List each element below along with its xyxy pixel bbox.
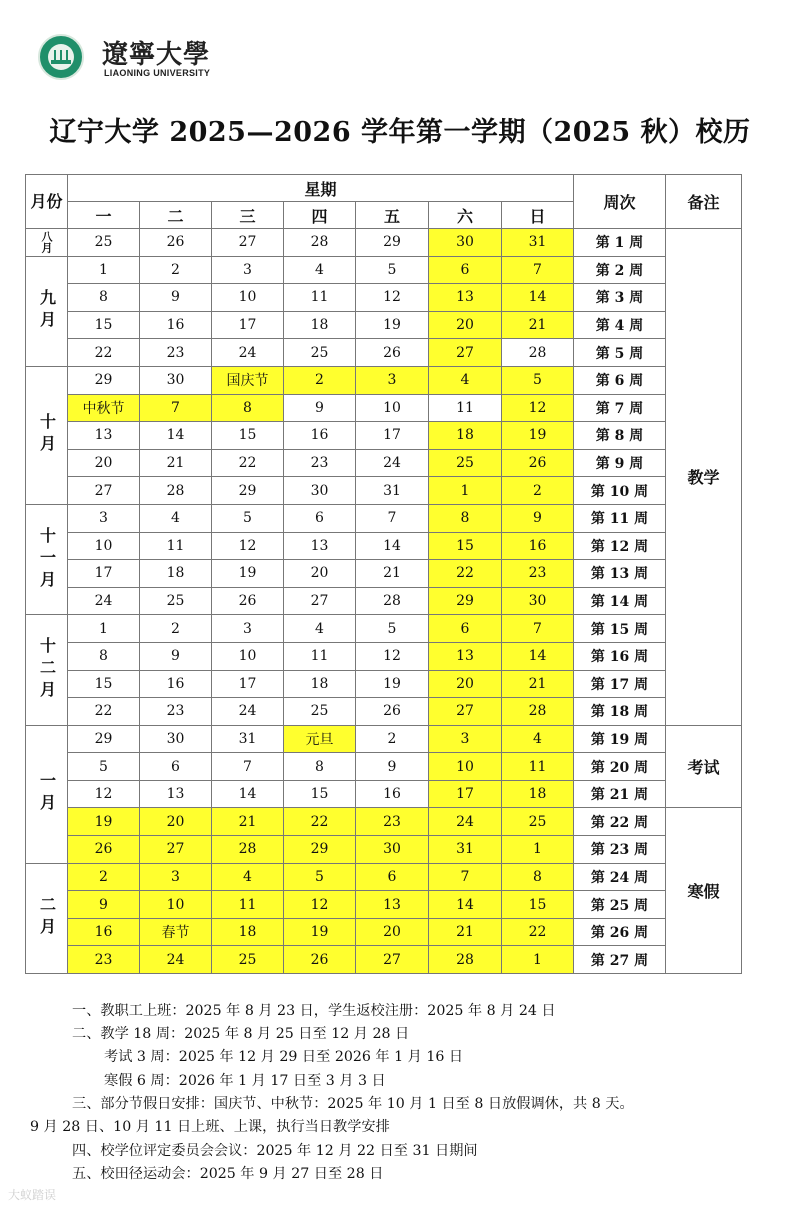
- day-cell: 13: [68, 422, 140, 450]
- day-cell: 15: [68, 311, 140, 339]
- day-cell: 24: [356, 449, 429, 477]
- remark-cell: 教学: [666, 229, 742, 726]
- table-row: [26, 339, 742, 367]
- week-number: 第 10 周: [574, 477, 666, 505]
- day-cell: 7: [502, 256, 574, 284]
- day-cell: 8: [429, 504, 502, 532]
- day-cell: 11: [502, 753, 574, 781]
- day-cell: 28: [140, 477, 212, 505]
- note-line-7: 四、校学位评定委员会会议：2025 年 12 月 22 日至 31 日期间: [72, 1143, 478, 1159]
- table-row: [26, 780, 742, 808]
- day-cell: 24: [212, 339, 284, 367]
- week-number: 第 24 周: [574, 863, 666, 891]
- day-cell: 4: [284, 256, 356, 284]
- week-number: 第 13 周: [574, 560, 666, 588]
- week-number: 第 18 周: [574, 698, 666, 726]
- day-cell: 1: [68, 615, 140, 643]
- day-cell: 18: [140, 560, 212, 588]
- remark-cell: 考试: [666, 725, 742, 808]
- day-cell: 28: [429, 946, 502, 974]
- day-cell: 19: [284, 918, 356, 946]
- day-cell: 13: [356, 891, 429, 919]
- day-cell: 7: [140, 394, 212, 422]
- day-cell: 9: [284, 394, 356, 422]
- header-row: [26, 175, 742, 202]
- week-number: 第 17 周: [574, 670, 666, 698]
- day-cell: 19: [212, 560, 284, 588]
- day-cell: 20: [356, 918, 429, 946]
- day-cell: 25: [502, 808, 574, 836]
- day-cell: 2: [356, 725, 429, 753]
- week-number: 第 21 周: [574, 780, 666, 808]
- day-cell: 4: [284, 615, 356, 643]
- day-cell: 18: [429, 422, 502, 450]
- month-header: 月份: [26, 175, 68, 229]
- day-cell: 3: [212, 615, 284, 643]
- brand-name-en: LIAONING UNIVERSITY: [104, 68, 211, 78]
- day-cell: 26: [212, 587, 284, 615]
- day-cell: 2: [140, 615, 212, 643]
- day-cell: 23: [68, 946, 140, 974]
- day-cell: 10: [212, 642, 284, 670]
- weekday-label: 四: [284, 202, 356, 229]
- day-cell: 27: [140, 836, 212, 864]
- week-number: 第 7 周: [574, 394, 666, 422]
- day-cell: 3: [212, 256, 284, 284]
- day-cell: 11: [284, 642, 356, 670]
- day-cell: 元旦: [284, 725, 356, 753]
- day-cell: 20: [140, 808, 212, 836]
- day-cell: 14: [429, 891, 502, 919]
- day-cell: 21: [502, 670, 574, 698]
- day-cell: 9: [140, 642, 212, 670]
- day-cell: 16: [68, 918, 140, 946]
- day-cell: 8: [502, 863, 574, 891]
- day-cell: 30: [502, 587, 574, 615]
- week-number: 第 4 周: [574, 311, 666, 339]
- day-cell: 31: [356, 477, 429, 505]
- day-cell: 26: [356, 339, 429, 367]
- month-label: 九月: [26, 256, 68, 366]
- day-cell: 26: [356, 698, 429, 726]
- day-cell: 23: [140, 698, 212, 726]
- day-cell: 11: [284, 284, 356, 312]
- table-row: [26, 836, 742, 864]
- day-cell: 24: [140, 946, 212, 974]
- day-cell: 28: [212, 836, 284, 864]
- day-cell: 10: [140, 891, 212, 919]
- day-cell: 24: [429, 808, 502, 836]
- week-number: 第 9 周: [574, 449, 666, 477]
- day-cell: 25: [284, 339, 356, 367]
- day-cell: 12: [68, 780, 140, 808]
- day-cell: 22: [68, 698, 140, 726]
- week-number: 第 3 周: [574, 284, 666, 312]
- day-cell: 4: [502, 725, 574, 753]
- table-row: [26, 284, 742, 312]
- day-cell: 1: [502, 946, 574, 974]
- table-row: [26, 670, 742, 698]
- day-cell: 8: [68, 284, 140, 312]
- day-cell: 12: [502, 394, 574, 422]
- day-cell: 17: [356, 422, 429, 450]
- day-cell: 25: [68, 229, 140, 257]
- day-cell: 8: [68, 642, 140, 670]
- day-cell: 25: [284, 698, 356, 726]
- watermark: 大蚁踏误: [8, 1188, 57, 1202]
- day-cell: 3: [68, 504, 140, 532]
- day-cell: 14: [502, 642, 574, 670]
- week-number: 第 8 周: [574, 422, 666, 450]
- day-cell: 2: [140, 256, 212, 284]
- day-cell: 7: [212, 753, 284, 781]
- table-row: [26, 946, 742, 974]
- note-line-1: 一、教职工上班：2025 年 8 月 23 日，学生返校注册：2025 年 8 月 24 日: [72, 1003, 556, 1019]
- table-row: [26, 366, 742, 394]
- day-cell: 18: [284, 670, 356, 698]
- day-cell: 30: [429, 229, 502, 257]
- day-cell: 4: [429, 366, 502, 394]
- day-cell: 21: [502, 311, 574, 339]
- day-cell: 13: [284, 532, 356, 560]
- day-cell: 19: [356, 311, 429, 339]
- day-cell: 15: [212, 422, 284, 450]
- day-cell: 5: [356, 256, 429, 284]
- day-cell: 16: [356, 780, 429, 808]
- day-cell: 1: [68, 256, 140, 284]
- day-cell: 2: [68, 863, 140, 891]
- day-cell: 8: [212, 394, 284, 422]
- day-cell: 1: [429, 477, 502, 505]
- day-cell: 22: [68, 339, 140, 367]
- week-number: 第 22 周: [574, 808, 666, 836]
- note-line-2: 二、教学 18 周：2025 年 8 月 25 日至 12 月 28 日: [72, 1026, 410, 1042]
- day-cell: 4: [140, 504, 212, 532]
- day-cell: 14: [502, 284, 574, 312]
- day-cell: 8: [284, 753, 356, 781]
- day-cell: 2: [284, 366, 356, 394]
- day-cell: 9: [68, 891, 140, 919]
- day-cell: 27: [429, 339, 502, 367]
- table-row: [26, 532, 742, 560]
- day-cell: 11: [140, 532, 212, 560]
- week-number: 第 16 周: [574, 642, 666, 670]
- week-number: 第 14 周: [574, 587, 666, 615]
- day-cell: 27: [284, 587, 356, 615]
- day-cell: 22: [212, 449, 284, 477]
- day-cell: 17: [68, 560, 140, 588]
- day-cell: 14: [212, 780, 284, 808]
- day-cell: 1: [502, 836, 574, 864]
- table-row: [26, 422, 742, 450]
- weekday-label: 三: [212, 202, 284, 229]
- day-cell: 12: [356, 284, 429, 312]
- day-cell: 15: [284, 780, 356, 808]
- day-cell: 17: [429, 780, 502, 808]
- day-cell: 29: [429, 587, 502, 615]
- day-cell: 国庆节: [212, 366, 284, 394]
- table-row: [26, 642, 742, 670]
- day-cell: 26: [140, 229, 212, 257]
- day-cell: 26: [502, 449, 574, 477]
- day-cell: 22: [284, 808, 356, 836]
- day-cell: 25: [429, 449, 502, 477]
- day-cell: 22: [429, 560, 502, 588]
- day-cell: 21: [429, 918, 502, 946]
- week-number: 第 5 周: [574, 339, 666, 367]
- day-cell: 3: [429, 725, 502, 753]
- day-cell: 5: [284, 863, 356, 891]
- month-label: 十一月: [26, 504, 68, 614]
- day-cell: 18: [284, 311, 356, 339]
- weekday-label: 一: [68, 202, 140, 229]
- table-row: [26, 863, 742, 891]
- day-cell: 18: [212, 918, 284, 946]
- day-cell: 19: [356, 670, 429, 698]
- day-cell: 2: [502, 477, 574, 505]
- day-cell: 23: [140, 339, 212, 367]
- day-cell: 25: [140, 587, 212, 615]
- month-label: 一月: [26, 725, 68, 863]
- day-cell: 28: [502, 698, 574, 726]
- day-cell: 5: [68, 753, 140, 781]
- weekday-label: 五: [356, 202, 429, 229]
- table-row: [26, 891, 742, 919]
- day-cell: 16: [140, 311, 212, 339]
- day-cell: 29: [356, 229, 429, 257]
- day-cell: 28: [502, 339, 574, 367]
- day-cell: 19: [502, 422, 574, 450]
- day-cell: 16: [140, 670, 212, 698]
- day-cell: 27: [429, 698, 502, 726]
- day-cell: 3: [140, 863, 212, 891]
- day-cell: 5: [502, 366, 574, 394]
- table-row: [26, 256, 742, 284]
- week-number: 第 20 周: [574, 753, 666, 781]
- table-row: [26, 587, 742, 615]
- university-logo-icon: [38, 34, 84, 80]
- day-cell: 28: [284, 229, 356, 257]
- week-number: 第 15 周: [574, 615, 666, 643]
- day-cell: 27: [356, 946, 429, 974]
- table-row: [26, 504, 742, 532]
- day-cell: 3: [356, 366, 429, 394]
- day-cell: 12: [284, 891, 356, 919]
- day-cell: 9: [140, 284, 212, 312]
- day-cell: 15: [429, 532, 502, 560]
- day-cell: 20: [284, 560, 356, 588]
- remark-cell: 寒假: [666, 808, 742, 974]
- day-cell: 16: [502, 532, 574, 560]
- table-row: [26, 477, 742, 505]
- day-cell: 10: [429, 753, 502, 781]
- calendar-table: [25, 174, 742, 974]
- header: [30, 28, 330, 88]
- day-cell: 27: [212, 229, 284, 257]
- day-cell: 21: [212, 808, 284, 836]
- month-label: 十月: [26, 366, 68, 504]
- table-row: [26, 725, 742, 753]
- weekday-label: 二: [140, 202, 212, 229]
- day-cell: 19: [68, 808, 140, 836]
- day-cell: 13: [429, 284, 502, 312]
- day-cell: 21: [140, 449, 212, 477]
- day-cell: 31: [212, 725, 284, 753]
- month-label: 二月: [26, 863, 68, 973]
- day-cell: 17: [212, 670, 284, 698]
- day-cell: 12: [212, 532, 284, 560]
- day-cell: 15: [502, 891, 574, 919]
- day-cell: 10: [68, 532, 140, 560]
- week-number-header: 周次: [574, 175, 666, 229]
- table-row: [26, 394, 742, 422]
- day-cell: 23: [284, 449, 356, 477]
- day-cell: 30: [140, 725, 212, 753]
- day-cell: 7: [356, 504, 429, 532]
- page-title: 辽宁大学 2025—2026 学年第一学期（2025 秋）校历: [49, 117, 751, 148]
- week-number: 第 19 周: [574, 725, 666, 753]
- day-cell: 23: [356, 808, 429, 836]
- note-line-4: 寒假 6 周：2026 年 1 月 17 日至 3 月 3 日: [104, 1073, 386, 1089]
- table-row: [26, 698, 742, 726]
- day-cell: 26: [284, 946, 356, 974]
- day-cell: 31: [429, 836, 502, 864]
- table-row: [26, 560, 742, 588]
- week-number: 第 25 周: [574, 891, 666, 919]
- day-cell: 24: [212, 698, 284, 726]
- table-row: [26, 615, 742, 643]
- day-cell: 6: [140, 753, 212, 781]
- day-cell: 24: [68, 587, 140, 615]
- day-cell: 16: [284, 422, 356, 450]
- day-cell: 6: [429, 256, 502, 284]
- day-cell: 26: [68, 836, 140, 864]
- month-label: 八月: [26, 229, 68, 257]
- day-cell: 27: [68, 477, 140, 505]
- day-cell: 13: [429, 642, 502, 670]
- week-number: 第 12 周: [574, 532, 666, 560]
- week-number: 第 23 周: [574, 836, 666, 864]
- day-cell: 20: [68, 449, 140, 477]
- week-number: 第 1 周: [574, 229, 666, 257]
- day-cell: 春节: [140, 918, 212, 946]
- day-cell: 20: [429, 670, 502, 698]
- day-cell: 15: [68, 670, 140, 698]
- table-row: [26, 229, 742, 257]
- day-cell: 13: [140, 780, 212, 808]
- day-cell: 18: [502, 780, 574, 808]
- day-cell: 10: [212, 284, 284, 312]
- table-row: [26, 753, 742, 781]
- table-row: [26, 311, 742, 339]
- day-cell: 7: [502, 615, 574, 643]
- day-cell: 29: [68, 366, 140, 394]
- day-cell: 29: [68, 725, 140, 753]
- day-cell: 31: [502, 229, 574, 257]
- day-cell: 10: [356, 394, 429, 422]
- day-cell: 6: [356, 863, 429, 891]
- day-cell: 6: [284, 504, 356, 532]
- day-cell: 11: [212, 891, 284, 919]
- day-cell: 29: [212, 477, 284, 505]
- brand-name-cn: 遼寧大學: [102, 40, 211, 70]
- weekday-label: 日: [502, 202, 574, 229]
- day-cell: 9: [502, 504, 574, 532]
- day-cell: 21: [356, 560, 429, 588]
- day-cell: 11: [429, 394, 502, 422]
- note-line-8: 五、校田径运动会：2025 年 9 月 27 日至 28 日: [72, 1166, 384, 1182]
- table-row: [26, 918, 742, 946]
- remark-header: 备注: [666, 175, 742, 229]
- day-cell: 9: [356, 753, 429, 781]
- table-row: [26, 808, 742, 836]
- week-number: 第 11 周: [574, 504, 666, 532]
- note-line-6: 9 月 28 日、10 月 11 日上班、上课，执行当日教学安排: [30, 1119, 390, 1135]
- week-number: 第 2 周: [574, 256, 666, 284]
- day-cell: 20: [429, 311, 502, 339]
- month-label: 十二月: [26, 615, 68, 725]
- day-cell: 14: [140, 422, 212, 450]
- table-row: [26, 449, 742, 477]
- day-cell: 29: [284, 836, 356, 864]
- day-cell: 中秋节: [68, 394, 140, 422]
- day-cell: 14: [356, 532, 429, 560]
- day-cell: 30: [140, 366, 212, 394]
- day-cell: 23: [502, 560, 574, 588]
- week-number: 第 26 周: [574, 918, 666, 946]
- day-cell: 25: [212, 946, 284, 974]
- day-cell: 5: [356, 615, 429, 643]
- day-cell: 22: [502, 918, 574, 946]
- day-cell: 6: [429, 615, 502, 643]
- weekday-header: 星期: [68, 175, 574, 202]
- day-cell: 7: [429, 863, 502, 891]
- day-cell: 30: [284, 477, 356, 505]
- day-cell: 17: [212, 311, 284, 339]
- week-number: 第 6 周: [574, 366, 666, 394]
- note-line-5: 三、部分节假日安排：国庆节、中秋节：2025 年 10 月 1 日至 8 日放假调休，共 8 天。: [72, 1096, 634, 1112]
- weekday-label: 六: [429, 202, 502, 229]
- day-cell: 28: [356, 587, 429, 615]
- day-cell: 5: [212, 504, 284, 532]
- day-cell: 12: [356, 642, 429, 670]
- day-cell: 30: [356, 836, 429, 864]
- day-cell: 4: [212, 863, 284, 891]
- note-line-3: 考试 3 周：2025 年 12 月 29 日至 2026 年 1 月 16 日: [104, 1049, 464, 1065]
- week-number: 第 27 周: [574, 946, 666, 974]
